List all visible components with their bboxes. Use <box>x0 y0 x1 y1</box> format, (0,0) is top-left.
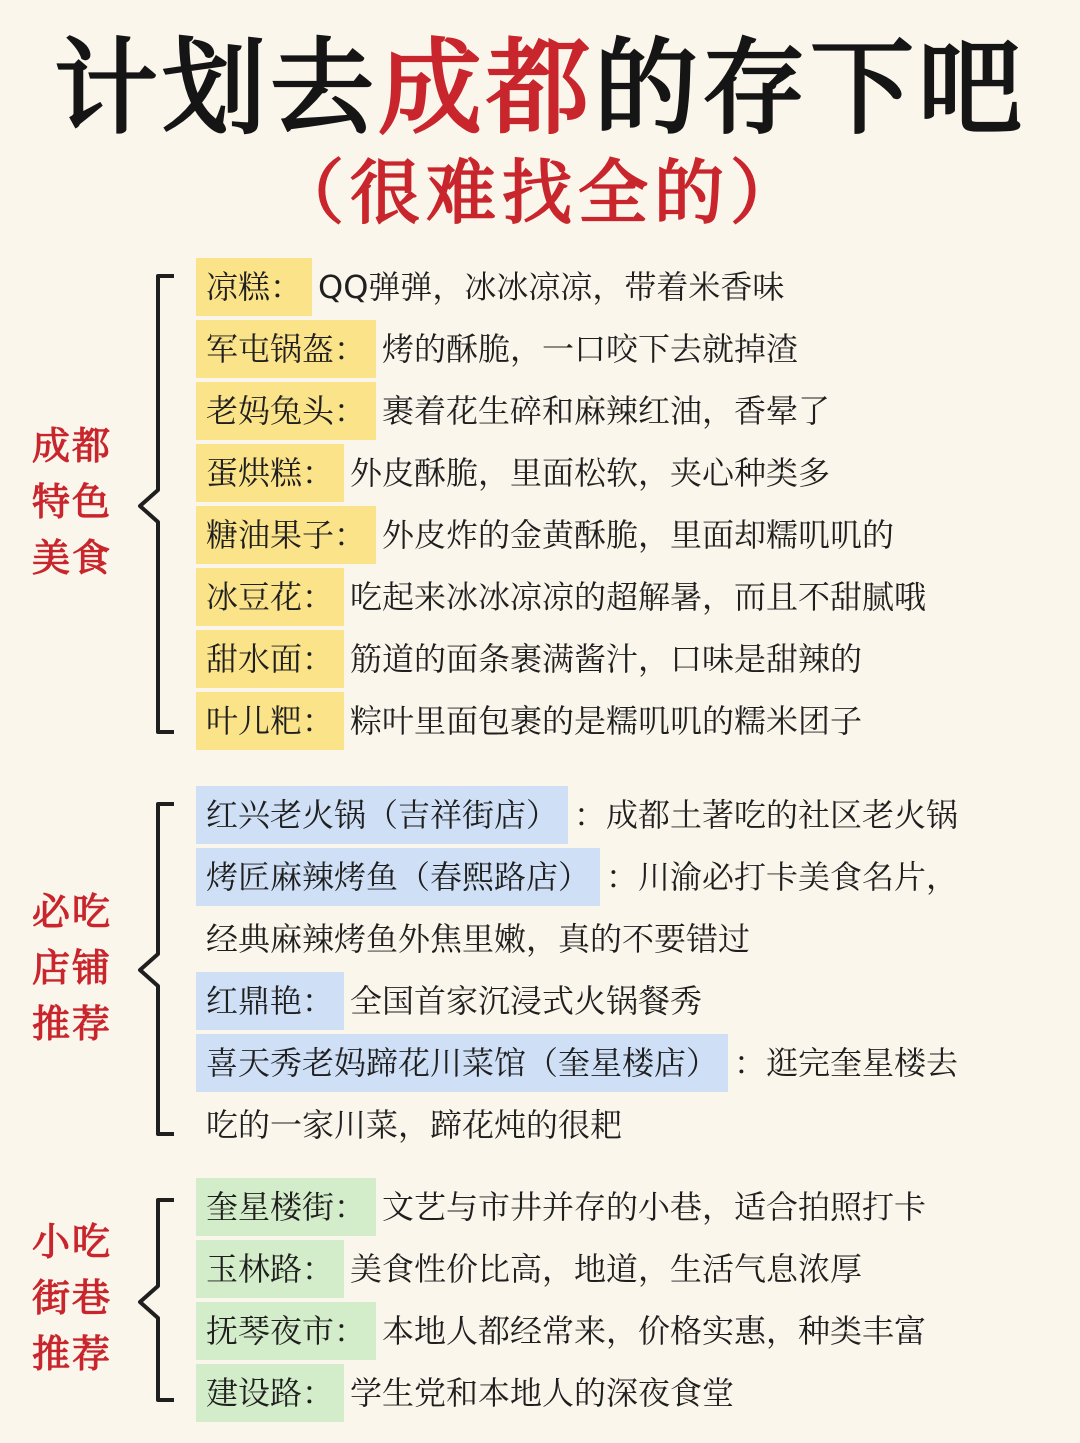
item-desc: 裹着花生碎和麻辣红油，香晕了 <box>382 392 831 430</box>
list-item <box>196 258 784 316</box>
section-snack-streets <box>0 1178 1080 1418</box>
item-desc: ：逛完奎星楼去 <box>734 1044 959 1082</box>
list-item <box>196 1302 926 1360</box>
item-desc: 美食性价比高，地道，生活气息浓厚 <box>350 1250 863 1288</box>
item-desc: 烤的酥脆，一口咬下去就掉渣 <box>382 330 799 368</box>
item-tag: 红兴老火锅（吉祥街店） <box>196 786 568 844</box>
list-item <box>196 786 958 844</box>
section-label-line: 推荐 <box>32 1332 113 1376</box>
item-desc: 学生党和本地人的深夜食堂 <box>350 1374 735 1412</box>
section-specialty-food <box>0 258 1080 748</box>
list-item <box>196 1034 958 1092</box>
section-label-line: 美食 <box>32 536 113 580</box>
item-tag: 叶儿粑： <box>196 692 344 750</box>
item-desc: 外皮酥脆，里面松软，夹心种类多 <box>350 454 831 492</box>
item-desc: 全国首家沉浸式火锅餐秀 <box>350 982 703 1020</box>
list-item <box>196 320 798 378</box>
list-item <box>196 444 830 502</box>
bracket-icon <box>132 786 182 1146</box>
section-label-line: 小吃 <box>32 1220 113 1264</box>
section-label-line: 必吃 <box>32 890 113 934</box>
section-label-line: 特色 <box>32 480 113 524</box>
list-item <box>196 972 702 1030</box>
list-item <box>196 1240 862 1298</box>
item-desc: ：川渝必打卡美食名片， <box>606 858 959 896</box>
item-desc: 粽叶里面包裹的是糯叽叽的糯米团子 <box>350 702 863 740</box>
list-item <box>196 506 894 564</box>
list-item <box>196 848 958 906</box>
item-tag: 糖油果子： <box>196 506 376 564</box>
item-desc: 本地人都经常来，价格实惠，种类丰富 <box>382 1312 927 1350</box>
section-label-line: 成都 <box>32 424 113 468</box>
item-desc: 文艺与市井并存的小巷，适合拍照打卡 <box>382 1188 927 1226</box>
list-item <box>196 692 862 750</box>
item-tag: 甜水面： <box>196 630 344 688</box>
item-tag: 老妈兔头： <box>196 382 376 440</box>
item-desc: 外皮炸的金黄酥脆，里面却糯叽叽的 <box>382 516 895 554</box>
item-tag: 烤匠麻辣烤鱼（春熙路店） <box>196 848 600 906</box>
item-desc: ：成都土著吃的社区老火锅 <box>574 796 959 834</box>
section-label-line: 街巷 <box>32 1276 113 1320</box>
item-tag: 蛋烘糕： <box>196 444 344 502</box>
bracket-icon <box>132 258 182 738</box>
item-tag: 玉林路： <box>196 1240 344 1298</box>
item-tag: 抚琴夜市： <box>196 1302 376 1360</box>
item-tag: 喜天秀老妈蹄花川菜馆（奎星楼店） <box>196 1034 728 1092</box>
section-label-line: 推荐 <box>32 1002 113 1046</box>
item-desc: 吃起来冰冰凉凉的超解暑，而且不甜腻哦 <box>350 578 927 616</box>
section-must-eat-shops <box>0 786 1080 1146</box>
section-label <box>32 418 122 586</box>
page-subtitle: （很难找全的） <box>274 152 806 234</box>
item-desc-continued: 吃的一家川菜，蹄花炖的很耙 <box>206 1106 623 1144</box>
item-tag: 红鼎艳： <box>196 972 344 1030</box>
item-tag: 军屯锅盔： <box>196 320 376 378</box>
list-item <box>196 630 862 688</box>
list-item <box>196 568 926 626</box>
item-desc: 筋道的面条裹满酱汁，口味是甜辣的 <box>350 640 863 678</box>
section-label-line: 店铺 <box>32 946 113 990</box>
item-desc: QQ弹弹，冰冰凉凉，带着米香味 <box>318 268 785 306</box>
list-item <box>196 1364 734 1422</box>
bracket-icon <box>132 1178 182 1418</box>
section-label <box>32 1214 122 1382</box>
item-tag: 冰豆花： <box>196 568 344 626</box>
item-tag: 建设路： <box>196 1364 344 1422</box>
item-tag: 凉糕： <box>196 258 312 316</box>
title-after: 的存下吧 <box>594 27 1027 149</box>
title-before: 计划去 <box>53 27 378 149</box>
page-title <box>0 28 1080 148</box>
list-item <box>196 1178 926 1236</box>
item-desc-continued: 经典麻辣烤鱼外焦里嫩，真的不要错过 <box>206 920 751 958</box>
item-tag: 奎星楼街： <box>196 1178 376 1236</box>
title-highlight: 成都 <box>377 27 594 149</box>
list-item <box>196 382 830 440</box>
section-label <box>32 884 122 1052</box>
